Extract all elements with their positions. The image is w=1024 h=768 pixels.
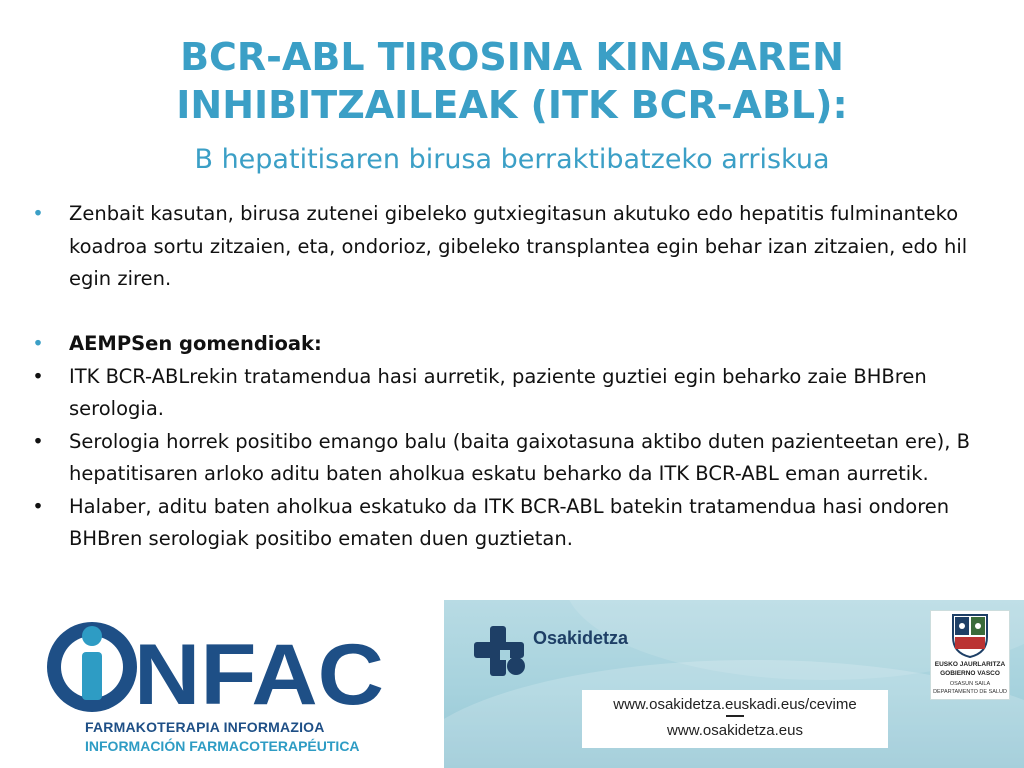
url-box — [582, 690, 888, 748]
bullet-icon: • — [32, 202, 44, 225]
gv-label-3: OSASUN SAILA — [949, 681, 991, 687]
list-item — [26, 361, 1006, 426]
osakidetza-link[interactable]: www.osakidetza.eus — [667, 722, 803, 739]
bullet-icon: • — [32, 429, 44, 453]
cevime-link[interactable]: www.osakidetza.euskadi.eus/cevime — [613, 696, 857, 713]
list-item-text: Zenbait kasutan, birusa zutenei gibeleko gutxiegitasun akutuko edo hepatitis fulminanteko koadroa sortu zitzaien, eta, ondorioz, gibeleko transplantea egin behar izan zitzaien, edo hil egin ziren. — [69, 202, 968, 290]
bullet-icon: • — [32, 494, 44, 518]
list-item — [26, 328, 1006, 361]
infac-wordmark: NFAC — [134, 627, 384, 722]
title-line-1: BCR-ABL TIROSINA KINASAREN — [180, 35, 844, 79]
list-item-text: Halaber, aditu baten aholkua eskatuko da ITK BCR-ABL batekin tratamendua hasi ondoren BHBren serologiak positibo ematen duen guztietan. — [69, 494, 950, 550]
url-divider — [726, 715, 744, 717]
gv-label-2: GOBIERNO VASCO — [940, 670, 1000, 677]
list-item-heading: AEMPSen gomendioak: — [69, 332, 322, 355]
gv-label-4: DEPARTAMENTO DE SALUD — [933, 689, 1007, 695]
infac-subtitle-eu: FARMAKOTERAPIA INFORMAZIOA — [85, 719, 325, 735]
gv-label-1: EUSKO JAURLARITZA — [934, 661, 1006, 668]
osakidetza-name: Osakidetza — [533, 628, 629, 648]
coat-of-arms-icon — [931, 611, 1009, 661]
list-item — [26, 491, 1006, 556]
bullet-list — [26, 198, 1006, 556]
infac-subtitle-es: INFORMACIÓN FARMACOTERAPÉUTICA — [85, 738, 360, 754]
list-item — [26, 426, 1006, 491]
list-spacer — [26, 296, 1006, 329]
subtitle: B hepatitisaren birusa berraktibatzeko arriskua — [194, 144, 830, 175]
osakidetza-logo-icon — [470, 622, 528, 680]
title-line-2: INHIBITZAILEAK (ITK BCR-ABL): — [176, 83, 848, 127]
infac-logo-icon — [42, 612, 392, 722]
gobierno-vasco-badge — [930, 610, 1010, 700]
bullet-icon: • — [32, 332, 44, 355]
list-item — [26, 198, 1006, 296]
list-item-text: Serologia horrek positibo emango balu (baita gaixotasuna aktibo duten pazienteetan ere), B hepatitisaren arloko aditu baten aholkua eskatu beharko da ITK BCR-ABL eman aurretik. — [69, 429, 971, 485]
bullet-icon: • — [32, 364, 44, 388]
list-item-text: ITK BCR-ABLrekin tratamendua hasi aurretik, paziente guztiei egin beharko zaie BHBren serologia. — [69, 364, 927, 420]
